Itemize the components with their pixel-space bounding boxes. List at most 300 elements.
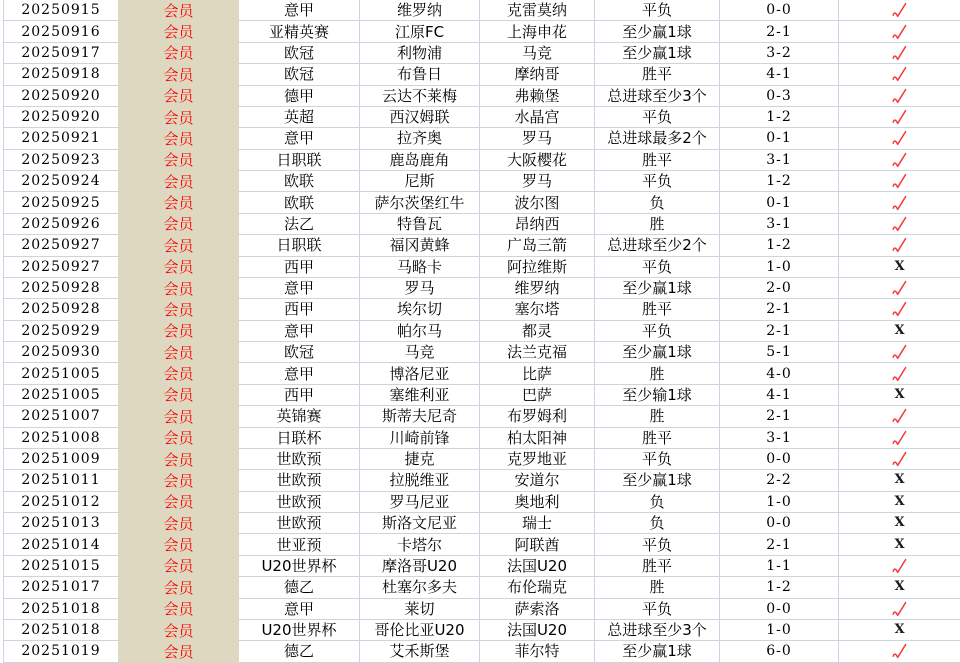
cell-league[interactable]: 意甲 (239, 363, 360, 384)
cell-home-team[interactable]: 福冈黄蜂 (360, 235, 480, 256)
cell-league[interactable]: 世欧预 (239, 492, 360, 513)
cell-result[interactable] (839, 641, 960, 662)
cell-pick[interactable]: 负 (595, 492, 720, 513)
cell-score[interactable]: 3-2 (720, 43, 839, 64)
check-icon (891, 451, 909, 467)
cell-result[interactable] (839, 428, 960, 449)
cell-member[interactable]: 会员 (118, 599, 239, 620)
cell-date[interactable]: 20251013 (3, 513, 118, 534)
cell-league[interactable]: U20世界杯 (239, 556, 360, 577)
cell-league[interactable]: 英锦赛 (239, 406, 360, 427)
cell-league[interactable]: 西甲 (239, 299, 360, 320)
cell-league[interactable]: 世欧预 (239, 513, 360, 534)
table-row (3, 620, 960, 641)
cell-date[interactable]: 20250927 (3, 235, 118, 256)
cell-pick[interactable]: 至少赢1球 (595, 21, 720, 42)
cell-pick[interactable]: 至少赢1球 (595, 342, 720, 363)
cross-icon: X (894, 579, 905, 595)
cell-league[interactable]: U20世界杯 (239, 620, 360, 641)
cell-result[interactable] (839, 534, 960, 555)
table-row (3, 428, 960, 449)
cell-pick[interactable]: 胜平 (595, 299, 720, 320)
cell-league[interactable]: 德乙 (239, 577, 360, 598)
cell-home-team[interactable]: 卡塔尔 (360, 534, 480, 555)
cell-date[interactable]: 20250923 (3, 150, 118, 171)
cell-home-team[interactable]: 艾禾斯堡 (360, 641, 480, 662)
cell-date[interactable]: 20250924 (3, 171, 118, 192)
check-icon (891, 88, 909, 104)
check-icon (891, 408, 909, 424)
cell-home-team[interactable]: 摩洛哥U20 (360, 556, 480, 577)
cell-pick[interactable]: 胜 (595, 363, 720, 384)
cell-member[interactable]: 会员 (118, 470, 239, 491)
cell-league[interactable]: 世欧预 (239, 470, 360, 491)
cell-result[interactable] (839, 599, 960, 620)
cell-result[interactable] (839, 257, 960, 278)
cell-away-team[interactable]: 波尔图 (480, 192, 595, 213)
table-row (3, 128, 960, 149)
cell-score[interactable]: 1-2 (720, 107, 839, 128)
cell-pick[interactable]: 总进球至少3个 (595, 620, 720, 641)
cell-date[interactable]: 20250927 (3, 257, 118, 278)
cell-date[interactable]: 20251019 (3, 641, 118, 662)
cell-league[interactable]: 欧联 (239, 171, 360, 192)
cell-member[interactable]: 会员 (118, 235, 239, 256)
cell-member[interactable]: 会员 (118, 64, 239, 85)
cell-result[interactable] (839, 278, 960, 299)
cell-date[interactable]: 20250915 (3, 0, 118, 21)
cell-league[interactable]: 西甲 (239, 385, 360, 406)
cell-away-team[interactable]: 塞尔塔 (480, 299, 595, 320)
cell-league[interactable]: 英超 (239, 107, 360, 128)
cell-home-team[interactable]: 罗马 (360, 278, 480, 299)
cell-result[interactable] (839, 620, 960, 641)
cell-result[interactable] (839, 171, 960, 192)
cell-home-team[interactable]: 布鲁日 (360, 64, 480, 85)
cell-away-team[interactable]: 柏太阳神 (480, 428, 595, 449)
cell-date[interactable]: 20250918 (3, 64, 118, 85)
cell-pick[interactable]: 平负 (595, 0, 720, 21)
cell-away-team[interactable]: 阿联酋 (480, 534, 595, 555)
cell-date[interactable]: 20251007 (3, 406, 118, 427)
table-row (3, 556, 960, 577)
cell-result[interactable] (839, 64, 960, 85)
cell-pick[interactable]: 胜 (595, 406, 720, 427)
cell-home-team[interactable]: 斯洛文尼亚 (360, 513, 480, 534)
cell-member[interactable]: 会员 (118, 342, 239, 363)
cell-pick[interactable]: 胜平 (595, 64, 720, 85)
cell-away-team[interactable]: 布伦瑞克 (480, 577, 595, 598)
cell-away-team[interactable]: 萨索洛 (480, 599, 595, 620)
cell-score[interactable]: 0-3 (720, 86, 839, 107)
cell-away-team[interactable]: 水晶宫 (480, 107, 595, 128)
cell-home-team[interactable]: 马略卡 (360, 257, 480, 278)
cell-member[interactable]: 会员 (118, 492, 239, 513)
cell-away-team[interactable]: 法国U20 (480, 556, 595, 577)
cell-away-team[interactable]: 昂纳西 (480, 214, 595, 235)
cell-pick[interactable]: 平负 (595, 107, 720, 128)
cell-date[interactable]: 20250920 (3, 86, 118, 107)
cross-icon: X (894, 622, 905, 638)
cell-result[interactable] (839, 556, 960, 577)
cell-date[interactable]: 20250917 (3, 43, 118, 64)
cell-score[interactable]: 0-1 (720, 192, 839, 213)
table-row (3, 107, 960, 128)
cell-pick[interactable]: 胜平 (595, 556, 720, 577)
table-row (3, 363, 960, 384)
cell-result[interactable] (839, 363, 960, 384)
cell-date[interactable]: 20251009 (3, 449, 118, 470)
cell-date[interactable]: 20251008 (3, 428, 118, 449)
cell-away-team[interactable]: 克罗地亚 (480, 449, 595, 470)
cell-date[interactable]: 20250920 (3, 107, 118, 128)
cell-home-team[interactable]: 尼斯 (360, 171, 480, 192)
cell-pick[interactable]: 总进球最多2个 (595, 128, 720, 149)
cell-home-team[interactable]: 特鲁瓦 (360, 214, 480, 235)
table-row (3, 150, 960, 171)
check-icon (891, 216, 909, 232)
check-icon (891, 109, 909, 125)
cell-league[interactable]: 日联杯 (239, 428, 360, 449)
cell-league[interactable]: 德乙 (239, 641, 360, 662)
cell-away-team[interactable]: 比萨 (480, 363, 595, 384)
cell-away-team[interactable]: 奥地利 (480, 492, 595, 513)
cell-score[interactable]: 1-2 (720, 577, 839, 598)
cell-member[interactable]: 会员 (118, 171, 239, 192)
cell-home-team[interactable]: 西汉姆联 (360, 107, 480, 128)
table-row (3, 599, 960, 620)
cell-home-team[interactable]: 川崎前锋 (360, 428, 480, 449)
cross-icon: X (894, 472, 905, 488)
cell-home-team[interactable]: 鹿岛鹿角 (360, 150, 480, 171)
check-icon (891, 45, 909, 61)
cross-icon: X (894, 536, 905, 552)
cell-date[interactable]: 20250928 (3, 278, 118, 299)
cell-result[interactable] (839, 150, 960, 171)
cell-pick[interactable]: 至少赢1球 (595, 278, 720, 299)
cell-league[interactable]: 世亚预 (239, 534, 360, 555)
cell-pick[interactable]: 平负 (595, 257, 720, 278)
cell-result[interactable] (839, 21, 960, 42)
cell-score[interactable]: 1-1 (720, 556, 839, 577)
cell-away-team[interactable]: 罗马 (480, 128, 595, 149)
cell-home-team[interactable]: 利物浦 (360, 43, 480, 64)
table-row (3, 0, 960, 21)
cell-pick[interactable]: 总进球至少3个 (595, 86, 720, 107)
cell-date[interactable]: 20250925 (3, 192, 118, 213)
table-row (3, 64, 960, 85)
cell-pick[interactable]: 平负 (595, 599, 720, 620)
cell-result[interactable] (839, 299, 960, 320)
cell-score[interactable]: 5-1 (720, 342, 839, 363)
cell-result[interactable] (839, 577, 960, 598)
cell-date[interactable]: 20250928 (3, 299, 118, 320)
cell-result[interactable] (839, 128, 960, 149)
cell-result[interactable] (839, 342, 960, 363)
cell-score[interactable]: 4-0 (720, 363, 839, 384)
cell-league[interactable]: 意甲 (239, 599, 360, 620)
cell-member[interactable]: 会员 (118, 107, 239, 128)
check-icon (891, 195, 909, 211)
cell-pick[interactable]: 至少赢1球 (595, 641, 720, 662)
cell-result[interactable] (839, 513, 960, 534)
cell-league[interactable]: 欧冠 (239, 43, 360, 64)
cell-home-team[interactable]: 维罗纳 (360, 0, 480, 21)
cell-home-team[interactable]: 拉齐奥 (360, 128, 480, 149)
cell-date[interactable]: 20251011 (3, 470, 118, 491)
cell-date[interactable]: 20251005 (3, 363, 118, 384)
cell-home-team[interactable]: 莱切 (360, 599, 480, 620)
cross-icon: X (894, 322, 905, 338)
cell-pick[interactable]: 总进球至少2个 (595, 235, 720, 256)
cell-member[interactable]: 会员 (118, 0, 239, 21)
cell-member[interactable]: 会员 (118, 278, 239, 299)
cell-pick[interactable]: 胜平 (595, 150, 720, 171)
cell-score[interactable]: 4-1 (720, 385, 839, 406)
table-row (3, 492, 960, 513)
cell-result[interactable] (839, 492, 960, 513)
cell-member[interactable]: 会员 (118, 449, 239, 470)
cell-away-team[interactable]: 弗赖堡 (480, 86, 595, 107)
cell-home-team[interactable]: 杜塞尔多夫 (360, 577, 480, 598)
cell-member[interactable]: 会员 (118, 428, 239, 449)
cell-member[interactable]: 会员 (118, 214, 239, 235)
cell-result[interactable] (839, 235, 960, 256)
cell-league[interactable]: 日职联 (239, 150, 360, 171)
cell-away-team[interactable]: 安道尔 (480, 470, 595, 491)
cell-home-team[interactable]: 埃尔切 (360, 299, 480, 320)
check-icon (891, 280, 909, 296)
cell-score[interactable]: 1-0 (720, 492, 839, 513)
cell-pick[interactable]: 负 (595, 192, 720, 213)
cell-score[interactable]: 4-1 (720, 64, 839, 85)
cell-member[interactable]: 会员 (118, 385, 239, 406)
cell-member[interactable]: 会员 (118, 513, 239, 534)
table-row (3, 299, 960, 320)
cell-date[interactable]: 20250929 (3, 321, 118, 342)
cell-score[interactable]: 1-0 (720, 257, 839, 278)
cell-score[interactable]: 0-0 (720, 513, 839, 534)
cell-away-team[interactable]: 广岛三箭 (480, 235, 595, 256)
table-row (3, 86, 960, 107)
cell-pick[interactable]: 平负 (595, 449, 720, 470)
cell-score[interactable]: 3-1 (720, 428, 839, 449)
cell-pick[interactable]: 负 (595, 513, 720, 534)
cell-score[interactable]: 2-2 (720, 470, 839, 491)
cell-result[interactable] (839, 406, 960, 427)
cell-score[interactable]: 3-1 (720, 214, 839, 235)
cell-pick[interactable]: 平负 (595, 534, 720, 555)
cell-away-team[interactable]: 菲尔特 (480, 641, 595, 662)
cell-pick[interactable]: 至少输1球 (595, 385, 720, 406)
table-row (3, 449, 960, 470)
cell-result[interactable] (839, 470, 960, 491)
table-row (3, 43, 960, 64)
cell-away-team[interactable]: 都灵 (480, 321, 595, 342)
table-row (3, 577, 960, 598)
table-row (3, 21, 960, 42)
cell-home-team[interactable]: 萨尔茨堡红牛 (360, 192, 480, 213)
check-icon (891, 558, 909, 574)
cell-result[interactable] (839, 192, 960, 213)
cell-pick[interactable]: 至少赢1球 (595, 43, 720, 64)
table-row (3, 278, 960, 299)
check-icon (891, 2, 909, 18)
cell-member[interactable]: 会员 (118, 86, 239, 107)
check-icon (891, 643, 909, 659)
cell-home-team[interactable]: 马竞 (360, 342, 480, 363)
cell-member[interactable]: 会员 (118, 641, 239, 662)
cell-pick[interactable]: 胜 (595, 214, 720, 235)
cross-icon: X (894, 515, 905, 531)
cell-score[interactable]: 2-1 (720, 21, 839, 42)
cell-league[interactable]: 法乙 (239, 214, 360, 235)
cell-away-team[interactable]: 摩纳哥 (480, 64, 595, 85)
cell-result[interactable] (839, 214, 960, 235)
table-row (3, 385, 960, 406)
cell-date[interactable]: 20251018 (3, 599, 118, 620)
table-row (3, 171, 960, 192)
cell-result[interactable] (839, 321, 960, 342)
cell-score[interactable]: 1-2 (720, 235, 839, 256)
cell-result[interactable] (839, 449, 960, 470)
cell-league[interactable]: 意甲 (239, 278, 360, 299)
cell-date[interactable]: 20250916 (3, 21, 118, 42)
cell-score[interactable]: 2-1 (720, 299, 839, 320)
cell-home-team[interactable]: 哥伦比亚U20 (360, 620, 480, 641)
cell-member[interactable]: 会员 (118, 577, 239, 598)
cell-home-team[interactable]: 江原FC (360, 21, 480, 42)
cell-league[interactable]: 德甲 (239, 86, 360, 107)
table-body (3, 0, 960, 663)
cell-league[interactable]: 意甲 (239, 0, 360, 21)
cell-member[interactable]: 会员 (118, 321, 239, 342)
cell-date[interactable]: 20250926 (3, 214, 118, 235)
cell-date[interactable]: 20251014 (3, 534, 118, 555)
cell-date[interactable]: 20251012 (3, 492, 118, 513)
table-row (3, 470, 960, 491)
cell-result[interactable] (839, 86, 960, 107)
cell-member[interactable]: 会员 (118, 128, 239, 149)
cell-league[interactable]: 意甲 (239, 321, 360, 342)
cell-score[interactable]: 1-0 (720, 620, 839, 641)
cell-score[interactable]: 1-2 (720, 171, 839, 192)
cell-away-team[interactable]: 大阪樱花 (480, 150, 595, 171)
cell-home-team[interactable]: 塞维利亚 (360, 385, 480, 406)
cell-score[interactable]: 0-0 (720, 449, 839, 470)
cell-away-team[interactable]: 马竞 (480, 43, 595, 64)
cell-league[interactable]: 西甲 (239, 257, 360, 278)
cell-result[interactable] (839, 385, 960, 406)
cell-league[interactable]: 欧冠 (239, 64, 360, 85)
cell-away-team[interactable]: 阿拉维斯 (480, 257, 595, 278)
cell-member[interactable]: 会员 (118, 257, 239, 278)
cell-away-team[interactable]: 罗马 (480, 171, 595, 192)
cell-score[interactable]: 2-1 (720, 406, 839, 427)
cell-member[interactable]: 会员 (118, 363, 239, 384)
cell-member[interactable]: 会员 (118, 192, 239, 213)
cell-member[interactable]: 会员 (118, 620, 239, 641)
cell-result[interactable] (839, 107, 960, 128)
table-row (3, 321, 960, 342)
check-icon (891, 601, 909, 617)
cell-date[interactable]: 20250930 (3, 342, 118, 363)
cell-pick[interactable]: 胜平 (595, 428, 720, 449)
cell-member[interactable]: 会员 (118, 556, 239, 577)
cell-score[interactable]: 0-0 (720, 599, 839, 620)
cell-pick[interactable]: 平负 (595, 321, 720, 342)
cell-away-team[interactable]: 法国U20 (480, 620, 595, 641)
cross-icon: X (894, 258, 905, 274)
cell-score[interactable]: 6-0 (720, 641, 839, 662)
cell-league[interactable]: 意甲 (239, 128, 360, 149)
check-icon (891, 344, 909, 360)
cell-date[interactable]: 20251005 (3, 385, 118, 406)
cell-pick[interactable]: 胜 (595, 577, 720, 598)
cell-pick[interactable]: 平负 (595, 171, 720, 192)
cell-date[interactable]: 20251015 (3, 556, 118, 577)
cell-score[interactable]: 2-1 (720, 534, 839, 555)
cell-league[interactable]: 欧冠 (239, 342, 360, 363)
cell-score[interactable]: 0-0 (720, 0, 839, 21)
table-row (3, 534, 960, 555)
cell-date[interactable]: 20251017 (3, 577, 118, 598)
cell-member[interactable]: 会员 (118, 43, 239, 64)
cell-member[interactable]: 会员 (118, 534, 239, 555)
cell-away-team[interactable]: 克雷莫纳 (480, 0, 595, 21)
table-row (3, 214, 960, 235)
cell-member[interactable]: 会员 (118, 406, 239, 427)
table-row (3, 342, 960, 363)
check-icon (891, 66, 909, 82)
cell-away-team[interactable]: 法兰克福 (480, 342, 595, 363)
cross-icon: X (894, 386, 905, 402)
cell-away-team[interactable]: 布罗姆利 (480, 406, 595, 427)
cell-league[interactable]: 日职联 (239, 235, 360, 256)
cell-result[interactable] (839, 43, 960, 64)
cell-member[interactable]: 会员 (118, 150, 239, 171)
check-icon (891, 430, 909, 446)
cell-score[interactable]: 2-0 (720, 278, 839, 299)
cell-pick[interactable]: 至少赢1球 (595, 470, 720, 491)
cell-score[interactable]: 2-1 (720, 321, 839, 342)
cell-league[interactable]: 欧联 (239, 192, 360, 213)
cell-home-team[interactable]: 帕尔马 (360, 321, 480, 342)
cell-away-team[interactable]: 维罗纳 (480, 278, 595, 299)
cell-away-team[interactable]: 巴萨 (480, 385, 595, 406)
cell-home-team[interactable]: 云达不莱梅 (360, 86, 480, 107)
cell-result[interactable] (839, 0, 960, 21)
cell-score[interactable]: 0-1 (720, 128, 839, 149)
cell-date[interactable]: 20251018 (3, 620, 118, 641)
cell-home-team[interactable]: 博洛尼亚 (360, 363, 480, 384)
cell-member[interactable]: 会员 (118, 299, 239, 320)
check-icon (891, 173, 909, 189)
check-icon (891, 130, 909, 146)
cell-score[interactable]: 3-1 (720, 150, 839, 171)
table-row (3, 641, 960, 662)
cell-league[interactable]: 世欧预 (239, 449, 360, 470)
cell-away-team[interactable]: 上海申花 (480, 21, 595, 42)
cell-league[interactable]: 亚精英赛 (239, 21, 360, 42)
cell-date[interactable]: 20250921 (3, 128, 118, 149)
cell-home-team[interactable]: 斯蒂夫尼奇 (360, 406, 480, 427)
cell-member[interactable]: 会员 (118, 21, 239, 42)
cell-away-team[interactable]: 瑞士 (480, 513, 595, 534)
cell-home-team[interactable]: 拉脱维亚 (360, 470, 480, 491)
cell-home-team[interactable]: 罗马尼亚 (360, 492, 480, 513)
cell-home-team[interactable]: 捷克 (360, 449, 480, 470)
